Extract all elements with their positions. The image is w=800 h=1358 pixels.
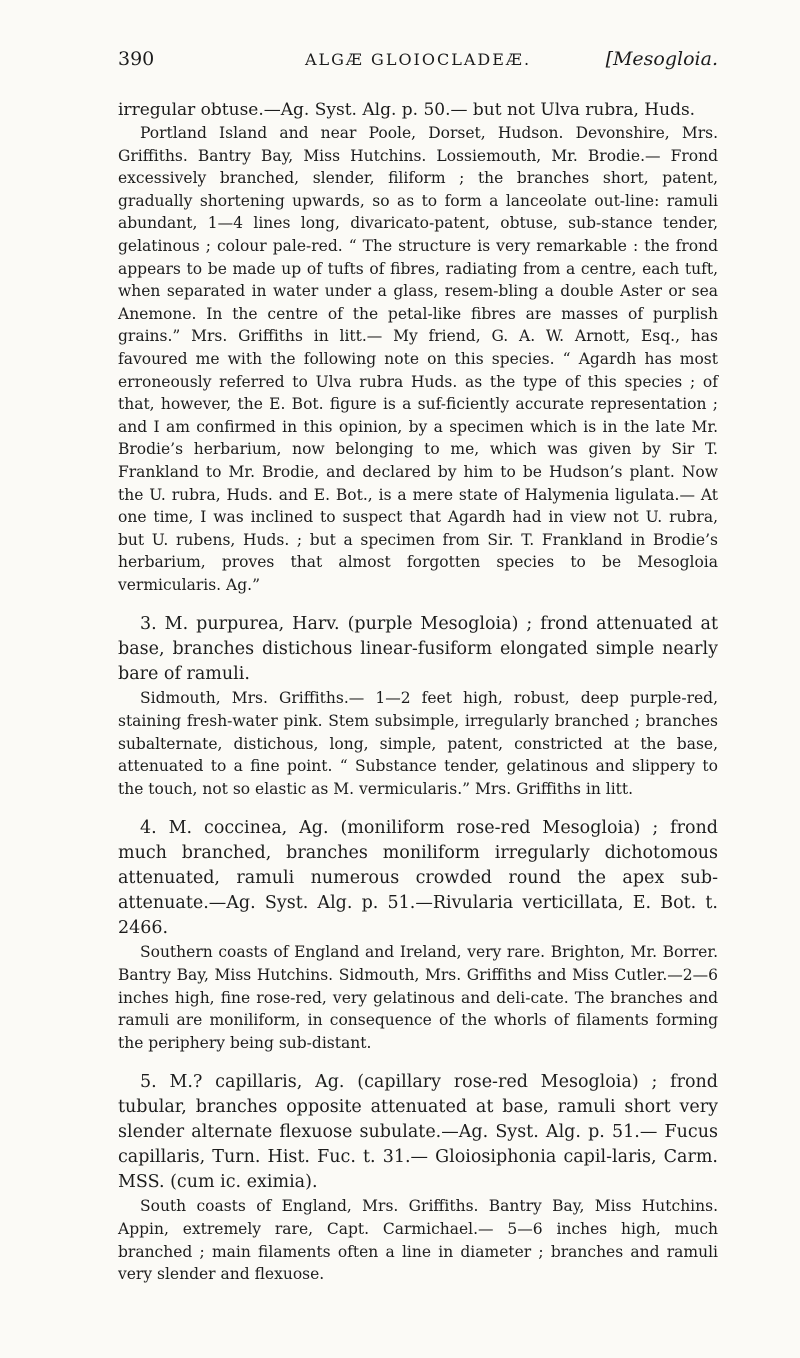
running-head xyxy=(118,48,718,88)
species-5-notes: South coasts of England, Mrs. Griffiths. Bantry Bay, Miss Hutchins. Appin, extremely rare, Capt. Carmichael.— 5—6 inches high, much branched ; main filaments often a line in diameter ; branches and ramuli very slender and flexuose. xyxy=(118,1197,718,1284)
paragraph-continuation: irregular obtuse.—Ag. Syst. Alg. p. 50.— but not Ulva rubra, Huds. xyxy=(118,100,696,120)
species-4-heading: 4. M. coccinea, Ag. (moniliform rose-red Mesogloia) ; frond much branched, branches moniliform irregularly dichotomous attenuated, ramuli numerous crowded round the apex sub-attenuate.—Ag. Syst. Alg. p. 51.—Rivularia verticillata, E. Bot. t. 2466. xyxy=(118,818,718,939)
page-number: 390 xyxy=(118,48,155,70)
section-title: ALGÆ GLOIOCLADEÆ. xyxy=(304,50,532,69)
species-4-notes: Southern coasts of England and Ireland, very rare. Brighton, Mr. Borrer. Bantry Bay, Miss Hutchins. Sidmouth, Mrs. Griffiths and Miss Cutler.—2—6 inches high, fine rose-red, very gelatinous and deli-cate. The branches and ramuli are moniliform, in consequence of the whorls of filaments forming the periphery being sub-distant. xyxy=(118,943,718,1052)
species-3-heading: 3. M. purpurea, Harv. (purple Mesogloia) ; frond attenuated at base, branches distichous linear-fusiform elongated simple nearly bare of ramuli. xyxy=(118,614,718,685)
genus-heading: [Mesogloia. xyxy=(605,48,718,70)
paragraph-species-2-notes: Portland Island and near Poole, Dorset, Hudson. Devonshire, Mrs. Griffiths. Bantry Bay, Miss Hutchins. Lossiemouth, Mr. Brodie.— Frond excessively branched, slender, filiform ; the branches short, patent, gradually shortening upwards, so as to form a lanceolate out-line: ramuli abundant, 1—4 lines long, divaricato-patent, obtuse, sub-stance tender, gelatinous ; colour pale-red. “ The structure is very remarkable : the frond appears to be made up of tufts of fibres, radiating from a centre, each tuft, when separated in water under a glass, resem-bling a double Aster or sea Anemone. In the centre of the petal-like fibres are masses of purplish grains.” Mrs. Griffiths in litt.— My friend, G. A. W. Arnott, Esq., has favoured me with the following note on this species. “ Agardh has most erroneously referred to Ulva rubra Huds. as the type of this species ; of that, however, the E. Bot. figure is a suf-ficiently accurate representation ; and I am confirmed in this opinion, by a specimen which is in the late Mr. Brodie’s herbarium, now belonging to me, which was given by Sir T. Frankland to Mr. Brodie, and declared by him to be Hudson’s plant. Now the U. rubra, Huds. and E. Bot., is a mere state of Halymenia ligulata.— At one time, I was inclined to suspect that Agardh had in view not U. rubra, but U. rubens, Huds. ; but a specimen from Sir. T. Frankland in Brodie’s herbarium, proves that almost forgotten species to be Mesogloia vermicularis. Ag.” xyxy=(118,124,718,594)
species-3-notes: Sidmouth, Mrs. Griffiths.— 1—2 feet high, robust, deep purple-red, staining fresh-water pink. Stem subsimple, irregularly branched ; branches subalternate, distichous, long, simple, patent, constricted at the base, attenuated to a fine point. “ Substance tender, gelatinous and slippery to the touch, not so elastic as M. vermicularis.” Mrs. Griffiths in litt. xyxy=(118,689,718,798)
page-body xyxy=(118,98,718,1286)
species-5-heading: 5. M.? capillaris, Ag. (capillary rose-red Mesogloia) ; frond tubular, branches opposite attenuated at base, ramuli short very slender alternate flexuose subulate.—Ag. Syst. Alg. p. 51.— Fucus capillaris, Turn. Hist. Fuc. t. 31.— Gloiosiphonia capil-laris, Carm. MSS. (cum ic. eximia). xyxy=(118,1072,718,1193)
